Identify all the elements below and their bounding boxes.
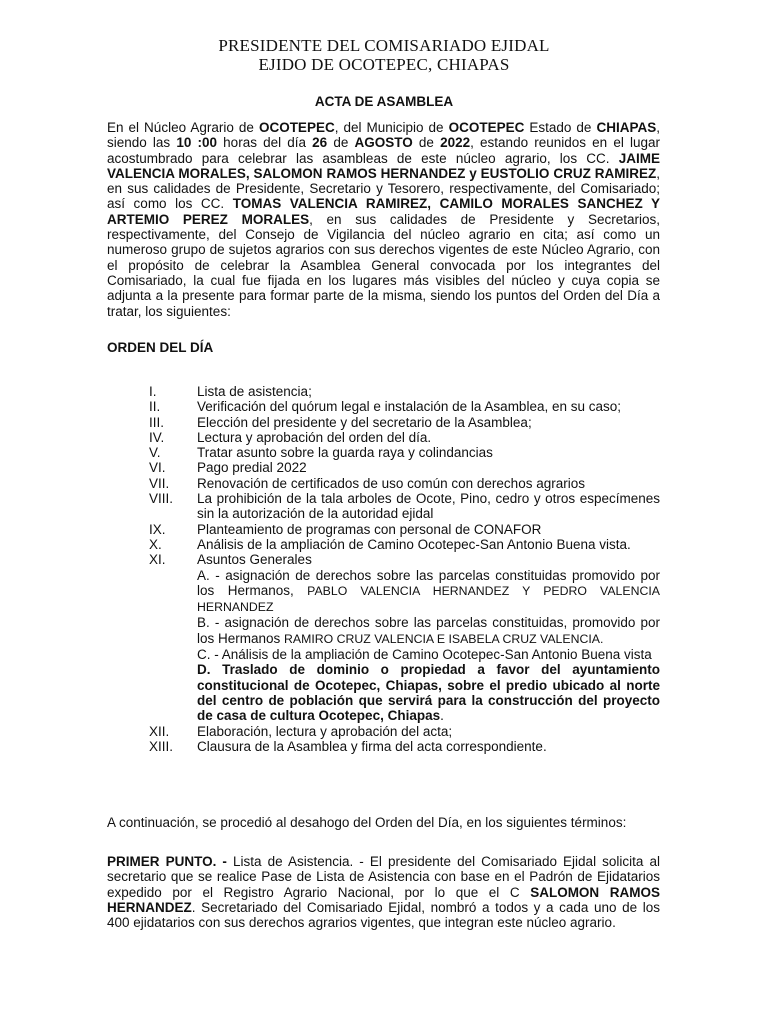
agenda-number: IV. (149, 429, 165, 445)
agenda-text: Verificación del quórum legal e instalación de la Asamblea, en su caso; (197, 399, 622, 415)
primer-text: Lista de Asistencia. - El presidente del Comisariado Ejidal solicita al secretario que se realice Pase de Lista de Asistencia con base en el Padrón de Ejidatarios expedido por el Registro Agrario Nacional, por lo que el C (107, 854, 660, 900)
agenda-item (149, 430, 660, 445)
agenda-number: I. (149, 384, 157, 399)
agenda-item (149, 537, 660, 552)
intro-bold: AGOSTO (354, 135, 413, 151)
agenda-item (149, 399, 660, 414)
agenda-number: XII. (149, 723, 170, 739)
sub-item-text: B. - asignación de derechos sobre las parcelas constituidas, promovido por los Hermanos (197, 615, 660, 646)
sub-item-c: C. - Análisis de la ampliación de Camino Ocotepec-San Antonio Buena vista (197, 647, 652, 663)
header-line-1: PRESIDENTE DEL COMISARIADO EJIDAL (218, 36, 550, 55)
continuation-paragraph: A continuación, se procedió al desahogo del Orden del Día, en los siguientes términos: (107, 815, 627, 830)
intro-text: horas del día (217, 135, 313, 151)
intro-text: , del Municipio de (334, 120, 449, 135)
intro-text: , en sus calidades de Presidente, Secretario y Tesorero, respectivamente, del Comisariado; así como los CC. (107, 165, 660, 212)
sub-item-b (197, 615, 660, 647)
agenda-item (149, 491, 660, 522)
intro-text: En el Núcleo Agrario de (107, 120, 259, 135)
agenda-text: Clausura de la Asamblea y firma del acta correspondiente. (197, 738, 547, 754)
sub-item-d (197, 662, 660, 723)
sub-item-text: A. - asignación de derechos sobre las parcelas constituidas promovido por los Hermanos, (197, 567, 660, 598)
primer-text: . Secretariado del Comisariado Ejidal, nombró a todos y a cada uno de los 400 ejidatarios con sus derechos agrarios vigentes, que integran este núcleo agrario. (107, 899, 660, 931)
agenda-number: VIII. (149, 491, 174, 507)
primer-heading: PRIMER PUNTO. - (107, 854, 227, 869)
agenda-item (149, 445, 660, 460)
agenda-number: X. (149, 536, 162, 552)
intro-bold: JAIME VALENCIA MORALES, SALOMON RAMOS HERNANDEZ y EUSTOLIO CRUZ RAMIREZ (107, 150, 660, 181)
agenda-text: Lectura y aprobación del orden del día. (197, 429, 432, 445)
intro-bold: OCOTEPEC (448, 120, 525, 135)
agenda-text: Elaboración, lectura y aprobación del acta; (197, 723, 453, 739)
agenda-text: Elección del presidente y del secretario de la Asamblea; (197, 414, 532, 430)
intro-text: , estando reunidos en el lugar acostumbrado para celebrar las asambleas de este núcleo agrario, los CC. (107, 135, 660, 166)
agenda-item (149, 415, 660, 430)
agenda-text: Lista de asistencia; (197, 384, 312, 399)
intro-paragraph (107, 120, 660, 319)
sub-item-names: PABLO VALENCIA HERNANDEZ Y PEDRO VALENCIA HERNANDEZ (197, 583, 660, 615)
agenda-number: VI. (149, 460, 166, 476)
sub-item-end: . (440, 708, 444, 724)
agenda-text: Planteamiento de programas con personal de CONAFOR (197, 521, 542, 537)
agenda-number: VII. (149, 475, 170, 491)
agenda-item (149, 460, 660, 475)
agenda-item (149, 384, 660, 399)
intro-bold: CHIAPAS (596, 120, 657, 135)
intro-bold: TOMAS VALENCIA RAMIREZ, CAMILO MORALES SANCHEZ Y ARTEMIO PEREZ MORALES (107, 196, 660, 227)
agenda-text: Análisis de la ampliación de Camino Ocotepec-San Antonio Buena vista. (197, 536, 631, 552)
agenda-item (149, 739, 660, 754)
agenda-text: Renovación de certificados de uso común con derechos agrarios (197, 475, 585, 491)
intro-text: Estado de (524, 120, 597, 135)
agenda-number: V. (149, 445, 161, 461)
document-title: ACTA DE ASAMBLEA (314, 94, 454, 109)
agenda-number: XIII. (149, 738, 174, 754)
agenda-number: IX. (149, 521, 166, 537)
agenda-text: Tratar asunto sobre la guarda raya y colindancias (197, 445, 493, 461)
intro-text: de (412, 135, 441, 151)
agenda-item (149, 552, 660, 723)
agenda-text: Asuntos Generales (197, 552, 312, 568)
sub-item-names: RAMIRO CRUZ VALENCIA E ISABELA CRUZ VALENCIA. (284, 631, 604, 646)
agenda-item (149, 522, 660, 537)
sub-item-text: D. Traslado de dominio o propiedad a favor del ayuntamiento constitucional de Ocotepec, Chiapas, sobre el predio ubicado al norte del centro de población que servirá para la construcción del proyecto de casa de cultura Ocotepec, Chiapas (197, 662, 660, 724)
agenda-number: II. (149, 399, 161, 415)
header-line-2: EJIDO DE OCOTEPEC, CHIAPAS (258, 55, 510, 74)
asuntos-generales (197, 552, 660, 723)
intro-bold: 10 :00 (176, 135, 218, 151)
agenda-number: XI. (149, 552, 166, 568)
agenda-list (149, 384, 660, 754)
orden-del-dia-heading: ORDEN DEL DÍA (107, 340, 214, 355)
intro-bold: 26 (312, 135, 328, 151)
document-header (0, 36, 768, 74)
primer-bold: SALOMON RAMOS HERNANDEZ (107, 884, 661, 915)
agenda-text: Pago predial 2022 (197, 460, 307, 476)
agenda-text: La prohibición de la tala arboles de Ocote, Pino, cedro y otros especímenes sin la autorización de la autoridad ejidal (197, 491, 660, 522)
agenda-item (149, 724, 660, 739)
intro-bold: 2022 (440, 135, 471, 151)
agenda-number: III. (149, 414, 165, 430)
agenda-item (149, 476, 660, 491)
intro-bold: OCOTEPEC (258, 120, 335, 135)
intro-text: de (327, 135, 355, 151)
sub-item-a (197, 568, 660, 616)
primer-punto-paragraph (107, 854, 660, 930)
intro-text: , en sus calidades de Presidente y Secretarios, respectivamente, del Consejo de Vigilancia del núcleo agrario en cita; así como un numeroso grupo de sujetos agrarios con sus derechos vigentes de este Núcleo Agrario, con el propósito de celebrar la Asamblea General convocada por los integrantes del Comisariado, la cual fue fijada en los lugares más visibles del núcleo y cuya copia se adjunta a la presente para formar parte de la misma, siendo los puntos del Orden del Día a tratar, los siguientes: (107, 211, 660, 319)
intro-text: , siendo las (107, 120, 660, 151)
